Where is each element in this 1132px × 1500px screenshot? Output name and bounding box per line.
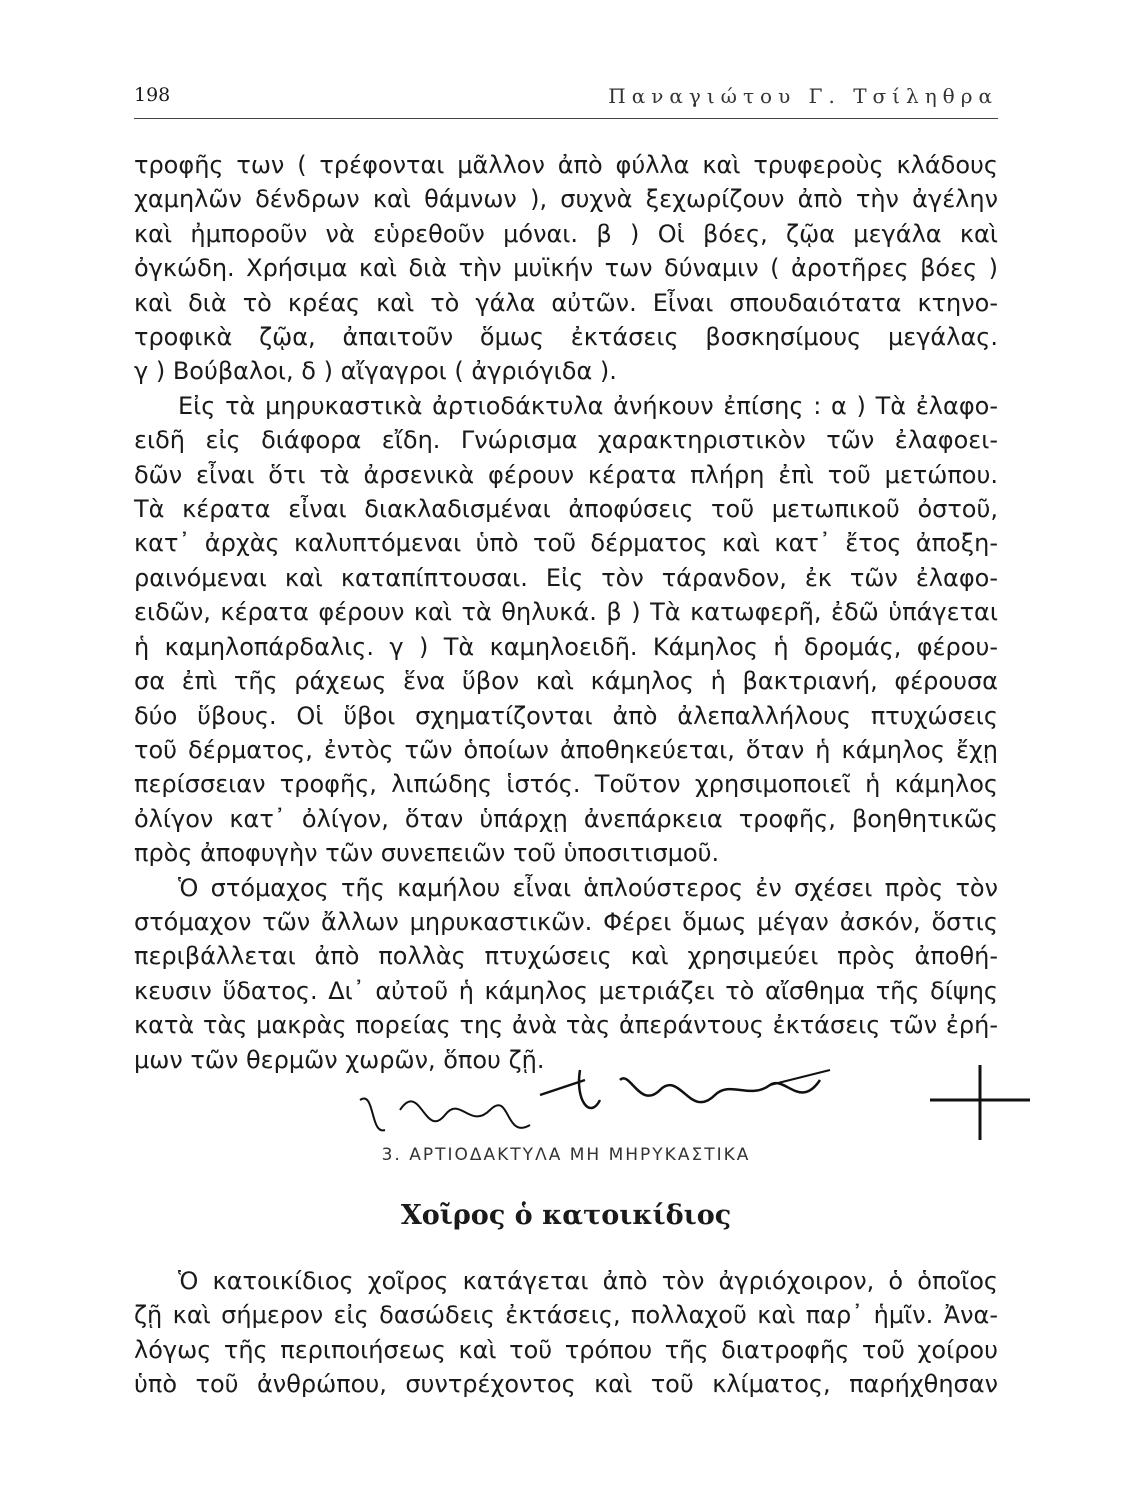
text-line: καὶ διὰ τὸ κρέας καὶ τὸ γάλα αὐτῶν. Εἶναι σπουδαιότατα κτηνο-	[134, 288, 998, 317]
text-line: Τὰ κέρατα εἶναι διακλαδισμέναι ἀποφύσεις τοῦ μετωπικοῦ ὀστοῦ,	[134, 495, 998, 524]
text-line: στόμαχον τῶν ἄλλων μηρυκαστικῶν. Φέρει ὅμως μέγαν ἀσκόν, ὅστις	[134, 907, 998, 936]
text-line: περιβάλλεται ἀπὸ πολλὰς πτυχώσεις καὶ χρησιμεύει πρὸς ἀποθή-	[134, 942, 998, 971]
text-line: πρὸς ἀποφυγὴν τῶν συνεπειῶν τοῦ ὑποσιτισμοῦ.	[134, 839, 720, 868]
text-line: ὀγκώδη. Χρήσιμα καὶ διὰ τὴν μυϊκήν των δύναμιν ( ἀροτῆρες βόες )	[134, 254, 998, 283]
text-line: χαμηλῶν δένδρων καὶ θάμνων ), συχνὰ ξεχωρίζουν ἀπὸ τὴν ἀγέλην	[134, 185, 998, 214]
page-header	[134, 84, 998, 119]
section-title: Χοῖρος ὁ κατοικίδιος	[400, 1200, 732, 1231]
text-line: ειδῆ εἰς διάφορα εἴδη. Γνώρισμα χαρακτηριστικὸν τῶν ἐλαφοει-	[134, 426, 998, 455]
text-line: γ ) Βούβαλοι, δ ) αἴγαγροι ( ἀγριόγιδα ).	[134, 357, 617, 386]
text-line: κατὰ τὰς μακρὰς πορείας της ἀνὰ τὰς ἀπεράντους ἐκτάσεις τῶν ἐρή-	[134, 1011, 998, 1040]
text-line: καὶ ἠμποροῦν νὰ εὑρεθοῦν μόναι. β ) Οἱ βόες, ζῷα μεγάλα καὶ	[134, 219, 998, 248]
text-line: δῶν εἶναι ὅτι τὰ ἀρσενικὰ φέρουν κέρατα πλήρη ἐπὶ τοῦ μετώπου.	[134, 460, 998, 489]
text-line: τροφικὰ ζῷα, ἀπαιτοῦν ὅμως ἐκτάσεις βοσκησίμους μεγάλας.	[134, 323, 998, 352]
section-heading: 3. ΑΡΤΙΟΔΑΚΤΥΛΑ ΜΗ ΜΗΡΥΚΑΣΤΙΚΑ	[381, 1145, 751, 1165]
text-line: Ὁ στόμαχος τῆς καμήλου εἶναι ἁπλούστερος ἐν σχέσει πρὸς τὸν	[178, 873, 998, 902]
text-line: περίσσειαν τροφῆς, λιπώδης ἱστός. Τοῦτον χρησιμοποιεῖ ἡ κάμηλος	[134, 770, 998, 799]
text-line: Εἰς τὰ μηρυκαστικὰ ἀρτιοδάκτυλα ἀνήκουν ἐπίσης : α ) Τὰ ἐλαφο-	[178, 391, 998, 420]
text-line: ζῇ καὶ σήμερον εἰς δασώδεις ἐκτάσεις, πολλαχοῦ καὶ παρ᾽ ἡμῖν. Ἀνα-	[134, 1301, 998, 1330]
text-line: δύο ὕβους. Οἱ ὕβοι σχηματίζονται ἀπὸ ἀλεπαλλήλους πτυχώσεις	[134, 701, 998, 730]
body-text-block-2	[134, 1264, 998, 1402]
text-line: Ὁ κατοικίδιος χοῖρος κατάγεται ἀπὸ τὸν ἀγριόχοιρον, ὁ ὁποῖος	[178, 1267, 998, 1295]
text-line: ειδῶν, κέρατα φέρουν καὶ τὰ θηλυκά. β ) Τὰ κατωφερῆ, ἐδῶ ὑπάγεται	[134, 598, 998, 627]
body-text-block-1	[134, 148, 998, 1077]
text-line: ὀλίγον κατ᾽ ὀλίγον, ὅταν ὑπάρχῃ ἀνεπάρκεια τροφῆς, βοηθητικῶς	[134, 804, 998, 833]
text-line: κευσιν ὕδατος. Δι᾽ αὐτοῦ ἡ κάμηλος μετριάζει τὸ αἴσθημα τῆς δίψης	[134, 976, 998, 1005]
text-line: σα ἐπὶ τῆς ράχεως ἕνα ὕβον καὶ κάμηλος ἡ βακτριανή, φέρουσα	[134, 667, 998, 696]
text-line: ραινόμεναι καὶ καταπίπτουσαι. Εἰς τὸν τάρανδον, ἐκ τῶν ἐλαφο-	[134, 563, 998, 592]
text-line: λόγως τῆς περιποιήσεως καὶ τοῦ τρόπου τῆς διατροφῆς τοῦ χοίρου	[134, 1335, 998, 1364]
page-number: 198	[134, 84, 171, 106]
text-line: μων τῶν θερμῶν χωρῶν, ὅπου ζῇ.	[134, 1045, 545, 1074]
text-line: ἡ καμηλοπάρδαλις. γ ) Τὰ καμηλοειδῆ. Κάμηλος ἡ δρομάς, φέρου-	[134, 632, 998, 661]
text-line: τροφῆς των ( τρέφονται μᾶλλον ἀπὸ φύλλα καὶ τρυφεροὺς κλάδους	[134, 151, 998, 179]
running-head: Παναγιώτου Γ. Τσίληθρα	[608, 84, 998, 108]
text-line: κατ᾽ ἀρχὰς καλυπτόμεναι ὑπὸ τοῦ δέρματος καὶ κατ᾽ ἔτος ἀποξη-	[134, 529, 998, 558]
text-line: ὑπὸ τοῦ ἀνθρώπου, συντρέχοντος καὶ τοῦ κλίματος, παρήχθησαν	[134, 1370, 998, 1399]
text-line: τοῦ δέρματος, ἐντὸς τῶν ὁποίων ἀποθηκεύεται, ὅταν ἡ κάμηλος ἔχῃ	[134, 735, 998, 764]
handwritten-scribble	[330, 1040, 1050, 1150]
